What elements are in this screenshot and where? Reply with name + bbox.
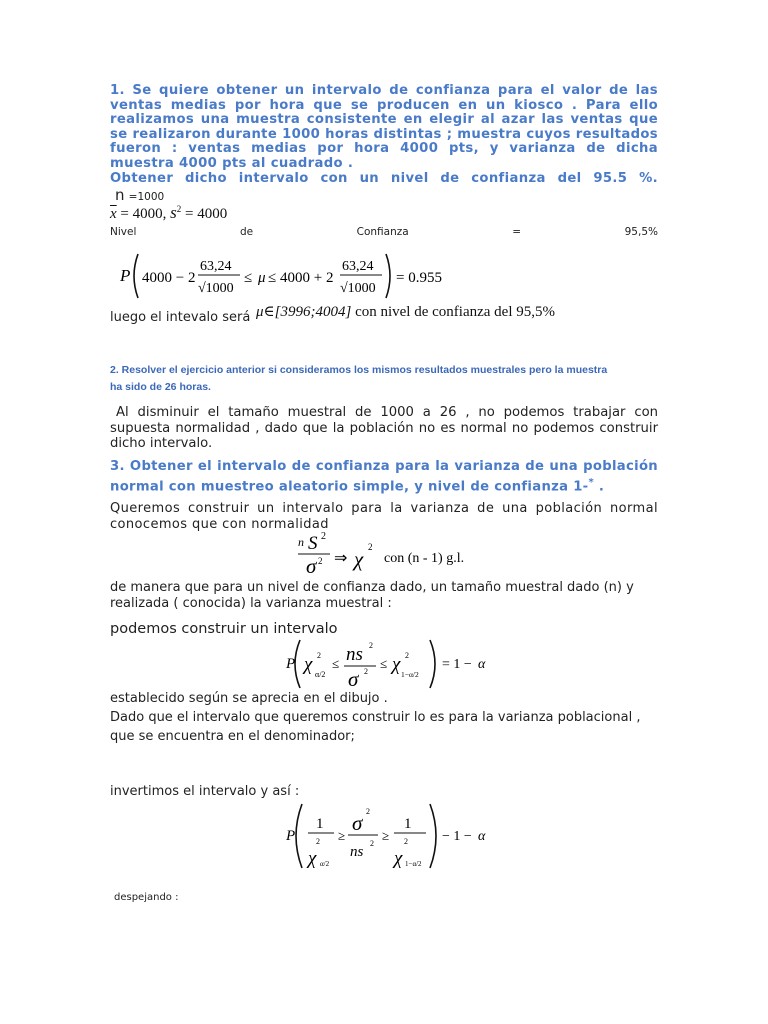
problem-1-last-line: Obtener dicho intervalo con un nivel de confianza del 95.5 %.	[110, 170, 658, 186]
le-2: ≤	[380, 656, 388, 671]
p-symbol: P	[120, 266, 131, 285]
confidence-level-line	[110, 226, 658, 238]
problem-2-answer-text: Al disminuir el tamaño muestral de 1000 a 26 , no podemos trabajar con supuesta normalidad , dado que la población no es normal no podemos construir dicho intervalo.	[110, 405, 658, 451]
title-symbol: *	[588, 476, 594, 488]
s2-value: = 4000	[185, 206, 228, 222]
sample-stats-equation: $\overline{x} = 4000$, $s^2 = 4000$	[110, 203, 228, 222]
problem-2-title-text: 2. Resolver el ejercicio anterior si consideramos los mismos resultados muestrales pero la muestra ha sido de 26 horas.	[110, 364, 608, 393]
chi-interval-formula	[284, 636, 504, 697]
paragraph-8	[114, 892, 178, 903]
n-value: =1000	[128, 191, 165, 203]
result-text: = 0.955	[396, 270, 442, 286]
paragraph-1	[110, 501, 658, 532]
sigma-den: σ	[348, 667, 359, 691]
p-symbol-2: P	[286, 656, 296, 672]
interval-expression: μ∈[3996;4004]	[256, 304, 352, 320]
sup-2-a: 2	[321, 531, 326, 542]
alpha-3: α	[478, 829, 486, 844]
chi-den-1: χ	[308, 848, 317, 869]
paragraph-7	[110, 784, 299, 800]
svg-text:2: 2	[369, 641, 373, 650]
chi-square-formula	[294, 530, 504, 585]
probability-formula-1	[118, 248, 458, 309]
chi-lower: χ	[304, 654, 313, 675]
sigma-num: σ	[352, 811, 363, 835]
sub-alpha-half-3: α/2	[320, 860, 330, 868]
paragraph-3-text: podemos construir un intervalo	[110, 621, 338, 637]
one-num-2: 1	[404, 816, 412, 832]
le-symbol: ≤	[244, 270, 253, 286]
sup-2-c: 2	[368, 542, 373, 552]
degrees-of-freedom: con (n - 1) g.l.	[384, 551, 465, 566]
rhs-3: − 1 −	[442, 829, 472, 844]
paragraph-6-text: que se encuentra en el denominador;	[110, 729, 355, 744]
luego-line	[110, 310, 250, 325]
paragraph-6	[110, 728, 355, 745]
problem-1-text: 1. Se quiere obtener un intervalo de confianza para el valor de las ventas medias por hora que se producen en un kiosco . Para ello realizamos una muestra consistente en elegir al azar las ventas que se realizaron durante 1000 horas distintas ; muestra cuyos resultados fueron : ventas medias por hora 4000 pts, y varianza de dicha muestra 4000 pts al cuadrado .	[110, 83, 658, 171]
rhs-2: = 1 −	[442, 657, 472, 672]
fraction-den-1: √1000	[198, 281, 234, 296]
interval-result	[256, 302, 555, 321]
confianza-word: Confianza	[356, 226, 409, 238]
svg-text:2: 2	[405, 651, 409, 660]
chi-den-2: χ	[394, 848, 403, 869]
paragraph-2	[110, 580, 650, 611]
paragraph-8-text: despejando :	[114, 892, 179, 903]
paragraph-3	[110, 621, 338, 637]
sigma-symbol: σ	[306, 554, 317, 578]
nivel-word: Nivel	[110, 226, 137, 238]
luego-text: luego el intevalo será	[110, 310, 251, 325]
svg-text:n: n	[298, 535, 304, 549]
de-word: de	[239, 226, 254, 238]
paragraph-7-text: invertimos el intervalo y así :	[110, 784, 300, 799]
arrow-symbol: ⇒	[334, 550, 348, 567]
svg-text:2: 2	[364, 667, 368, 676]
fraction-num-2: 63,24	[342, 259, 374, 274]
inverted-interval-formula	[284, 802, 504, 875]
ns-den: ns	[350, 844, 364, 860]
problem-2-answer	[110, 405, 658, 452]
problem-3-title-text: 3. Obtener el intervalo de confianza para la varianza de una población normal con muestreo aleatorio simple, y nivel de confianza 1-	[110, 459, 658, 494]
n-line	[115, 186, 164, 204]
one-num-1: 1	[316, 816, 324, 832]
paragraph-5	[110, 709, 640, 726]
p-symbol-3: P	[286, 828, 296, 844]
alpha-2: α	[478, 657, 486, 672]
n-symbol: n	[115, 186, 125, 204]
chi-upper: χ	[392, 654, 401, 675]
level-value: 95,5%	[624, 226, 658, 238]
mu-symbol: μ	[258, 270, 266, 286]
sub-alpha-half: α/2	[315, 670, 326, 679]
xbar-value: = 4000,	[120, 206, 167, 222]
problem-3-title	[110, 459, 658, 494]
paragraph-5-text: Dado que el intervalo que queremos construir lo es para la varianza poblacional ,	[110, 710, 641, 725]
svg-text:2: 2	[366, 807, 370, 816]
paragraph-4-text: establecido según se aprecia en el dibujo .	[110, 691, 388, 706]
ns-num: ns	[346, 644, 363, 665]
fraction-num-1: 63,24	[200, 259, 232, 274]
equals-word: =	[512, 226, 522, 238]
nS-symbol: S	[308, 533, 318, 554]
paragraph-2-text: de manera que para un nivel de confianza dado, un tamaño muestral dado (n) y realizada ( conocida) la varianza muestral :	[110, 580, 634, 611]
title-end: .	[593, 478, 605, 494]
lower-bound-text: 4000 − 2	[142, 270, 196, 286]
svg-text:2: 2	[404, 837, 408, 846]
ge-1: ≥	[338, 828, 346, 843]
paragraph-4	[110, 690, 388, 707]
interval-suffix: con nivel de confianza del 95,5%	[355, 304, 555, 320]
problem-1-statement	[110, 84, 658, 186]
ge-2: ≥	[382, 828, 390, 843]
svg-text:2: 2	[317, 651, 321, 660]
svg-text:2: 2	[316, 837, 320, 846]
fraction-den-2: √1000	[340, 281, 376, 296]
sup-2-b: 2	[318, 556, 323, 566]
sub-one-minus: 1−α/2	[401, 670, 419, 679]
upper-bound-text: ≤ 4000 + 2	[268, 270, 334, 286]
paragraph-1-text: Queremos construir un intervalo para la varianza de una población normal conocemos que con normalidad	[110, 501, 658, 532]
le-1: ≤	[332, 656, 340, 671]
svg-text:2: 2	[370, 839, 374, 848]
problem-2-title	[110, 362, 620, 396]
chi-symbol: χ	[354, 547, 364, 571]
sub-one-minus-3: 1−α/2	[405, 860, 422, 868]
